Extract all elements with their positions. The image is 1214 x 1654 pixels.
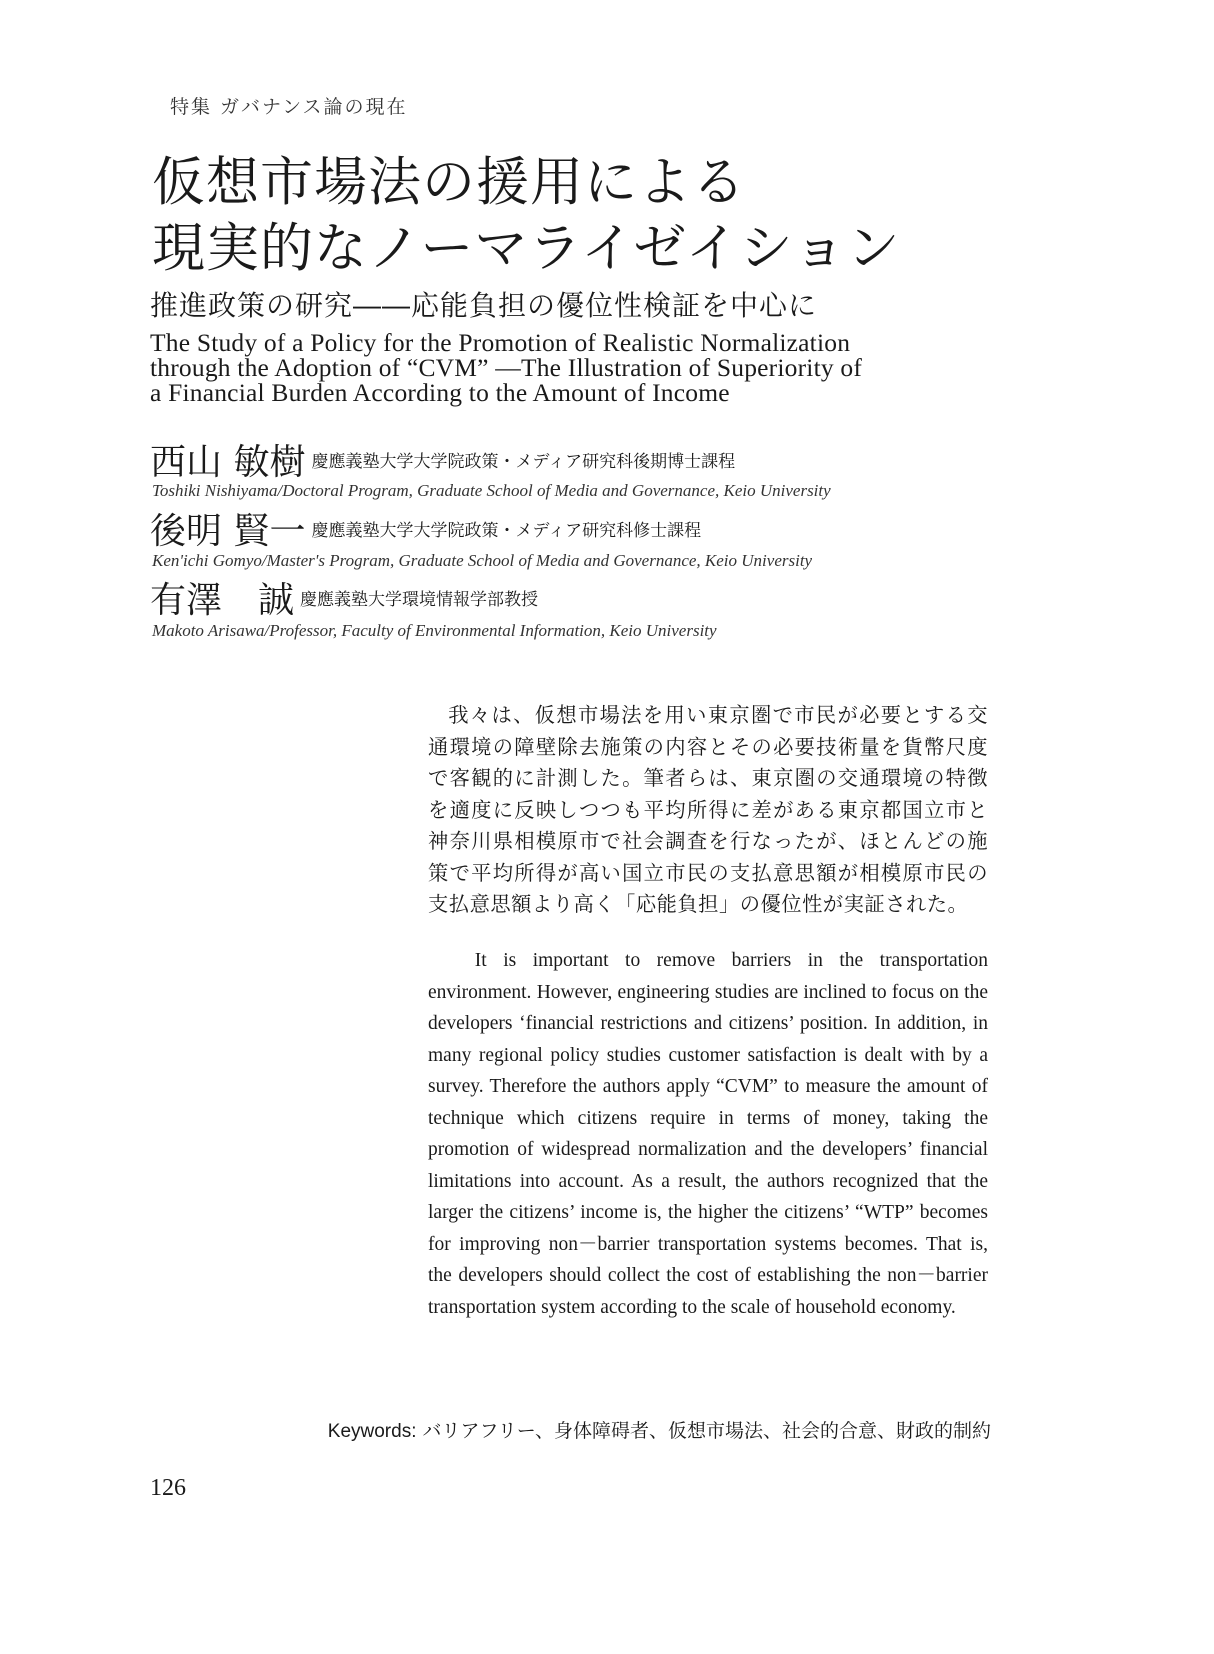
author-name: 西山 敏樹 bbox=[150, 442, 306, 483]
keywords-label: Keywords: bbox=[327, 1421, 417, 1442]
page-title bbox=[152, 150, 901, 282]
english-title-line-2: through the Adoption of “CVM” ―The Illustration of Superiority of bbox=[150, 353, 863, 382]
author-affiliation: 慶應義塾大学大学院政策・メディア研究科後期博士課程 bbox=[311, 452, 736, 472]
keywords bbox=[328, 1416, 991, 1443]
author-2-english: Ken'ichi Gomyo/Master's Program, Graduate School of Media and Governance, Keio University bbox=[152, 551, 813, 570]
author-name: 後明 賢一 bbox=[150, 511, 306, 552]
english-title-line-1: The Study of a Policy for the Promotion of Realistic Normalization bbox=[150, 328, 851, 357]
author-2 bbox=[150, 503, 701, 554]
keywords-list: バリアフリー、身体障碍者、仮想市場法、社会的合意、財政的制約 bbox=[422, 1420, 991, 1442]
author-3 bbox=[150, 572, 538, 623]
abstract-english: It is important to remove barriers in the transportation environment. However, engineering studies are inclined to focus on the developers ‘financial restrictions and citizens’ position. In addition, in many regional policy studies customer satisfaction is dealt with by a survey. Therefore the authors apply “CVM” to measure the amount of technique which citizens require in terms of money, taking the promotion of widespread normalization and the developers’ financial limitations into account. As a result, the authors recognized that the larger the citizens’ income is, the higher the citizens’ “WTP” becomes for improving non－barrier transportation systems becomes. That is, the developers should collect the cost of establishing the non－barrier transportation system according to the scale of household economy. bbox=[428, 950, 988, 1318]
english-title bbox=[150, 330, 1010, 405]
section-label: 特集 ガバナンス論の現在 bbox=[170, 96, 408, 118]
subtitle: 推進政策の研究――応能負担の優位性検証を中心に bbox=[150, 289, 818, 322]
author-affiliation: 慶應義塾大学環境情報学部教授 bbox=[300, 590, 539, 610]
abstract-japanese: 我々は、仮想市場法を用い東京圏で市民が必要とする交通環境の障壁除去施策の内容とその必要技術量を貨幣尺度で客観的に計測した。筆者らは、東京圏の交通環境の特徴を適度に反映しつつも平均所得に差がある東京都国立市と神奈川県相模原市で社会調査を行なったが、ほとんどの施策で平均所得が高い国立市民の支払意思額が相模原市民の支払意思額より高く「応能負担」の優位性が実証された。 bbox=[428, 703, 988, 916]
author-3-english: Makoto Arisawa/Professor, Faculty of Environmental Information, Keio University bbox=[152, 621, 717, 640]
page-number: 126 bbox=[150, 1475, 186, 1501]
english-title-line-3: a Financial Burden According to the Amount of Income bbox=[150, 378, 730, 407]
title-line-1: 仮想市場法の援用による bbox=[152, 152, 746, 213]
title-line-2: 現実的なノーマライゼイション bbox=[152, 218, 901, 279]
author-name: 有澤 誠 bbox=[150, 580, 295, 621]
author-1-english: Toshiki Nishiyama/Doctoral Program, Graduate School of Media and Governance, Keio University bbox=[152, 481, 831, 500]
author-1 bbox=[150, 434, 735, 485]
author-affiliation: 慶應義塾大学大学院政策・メディア研究科修士課程 bbox=[311, 521, 702, 541]
